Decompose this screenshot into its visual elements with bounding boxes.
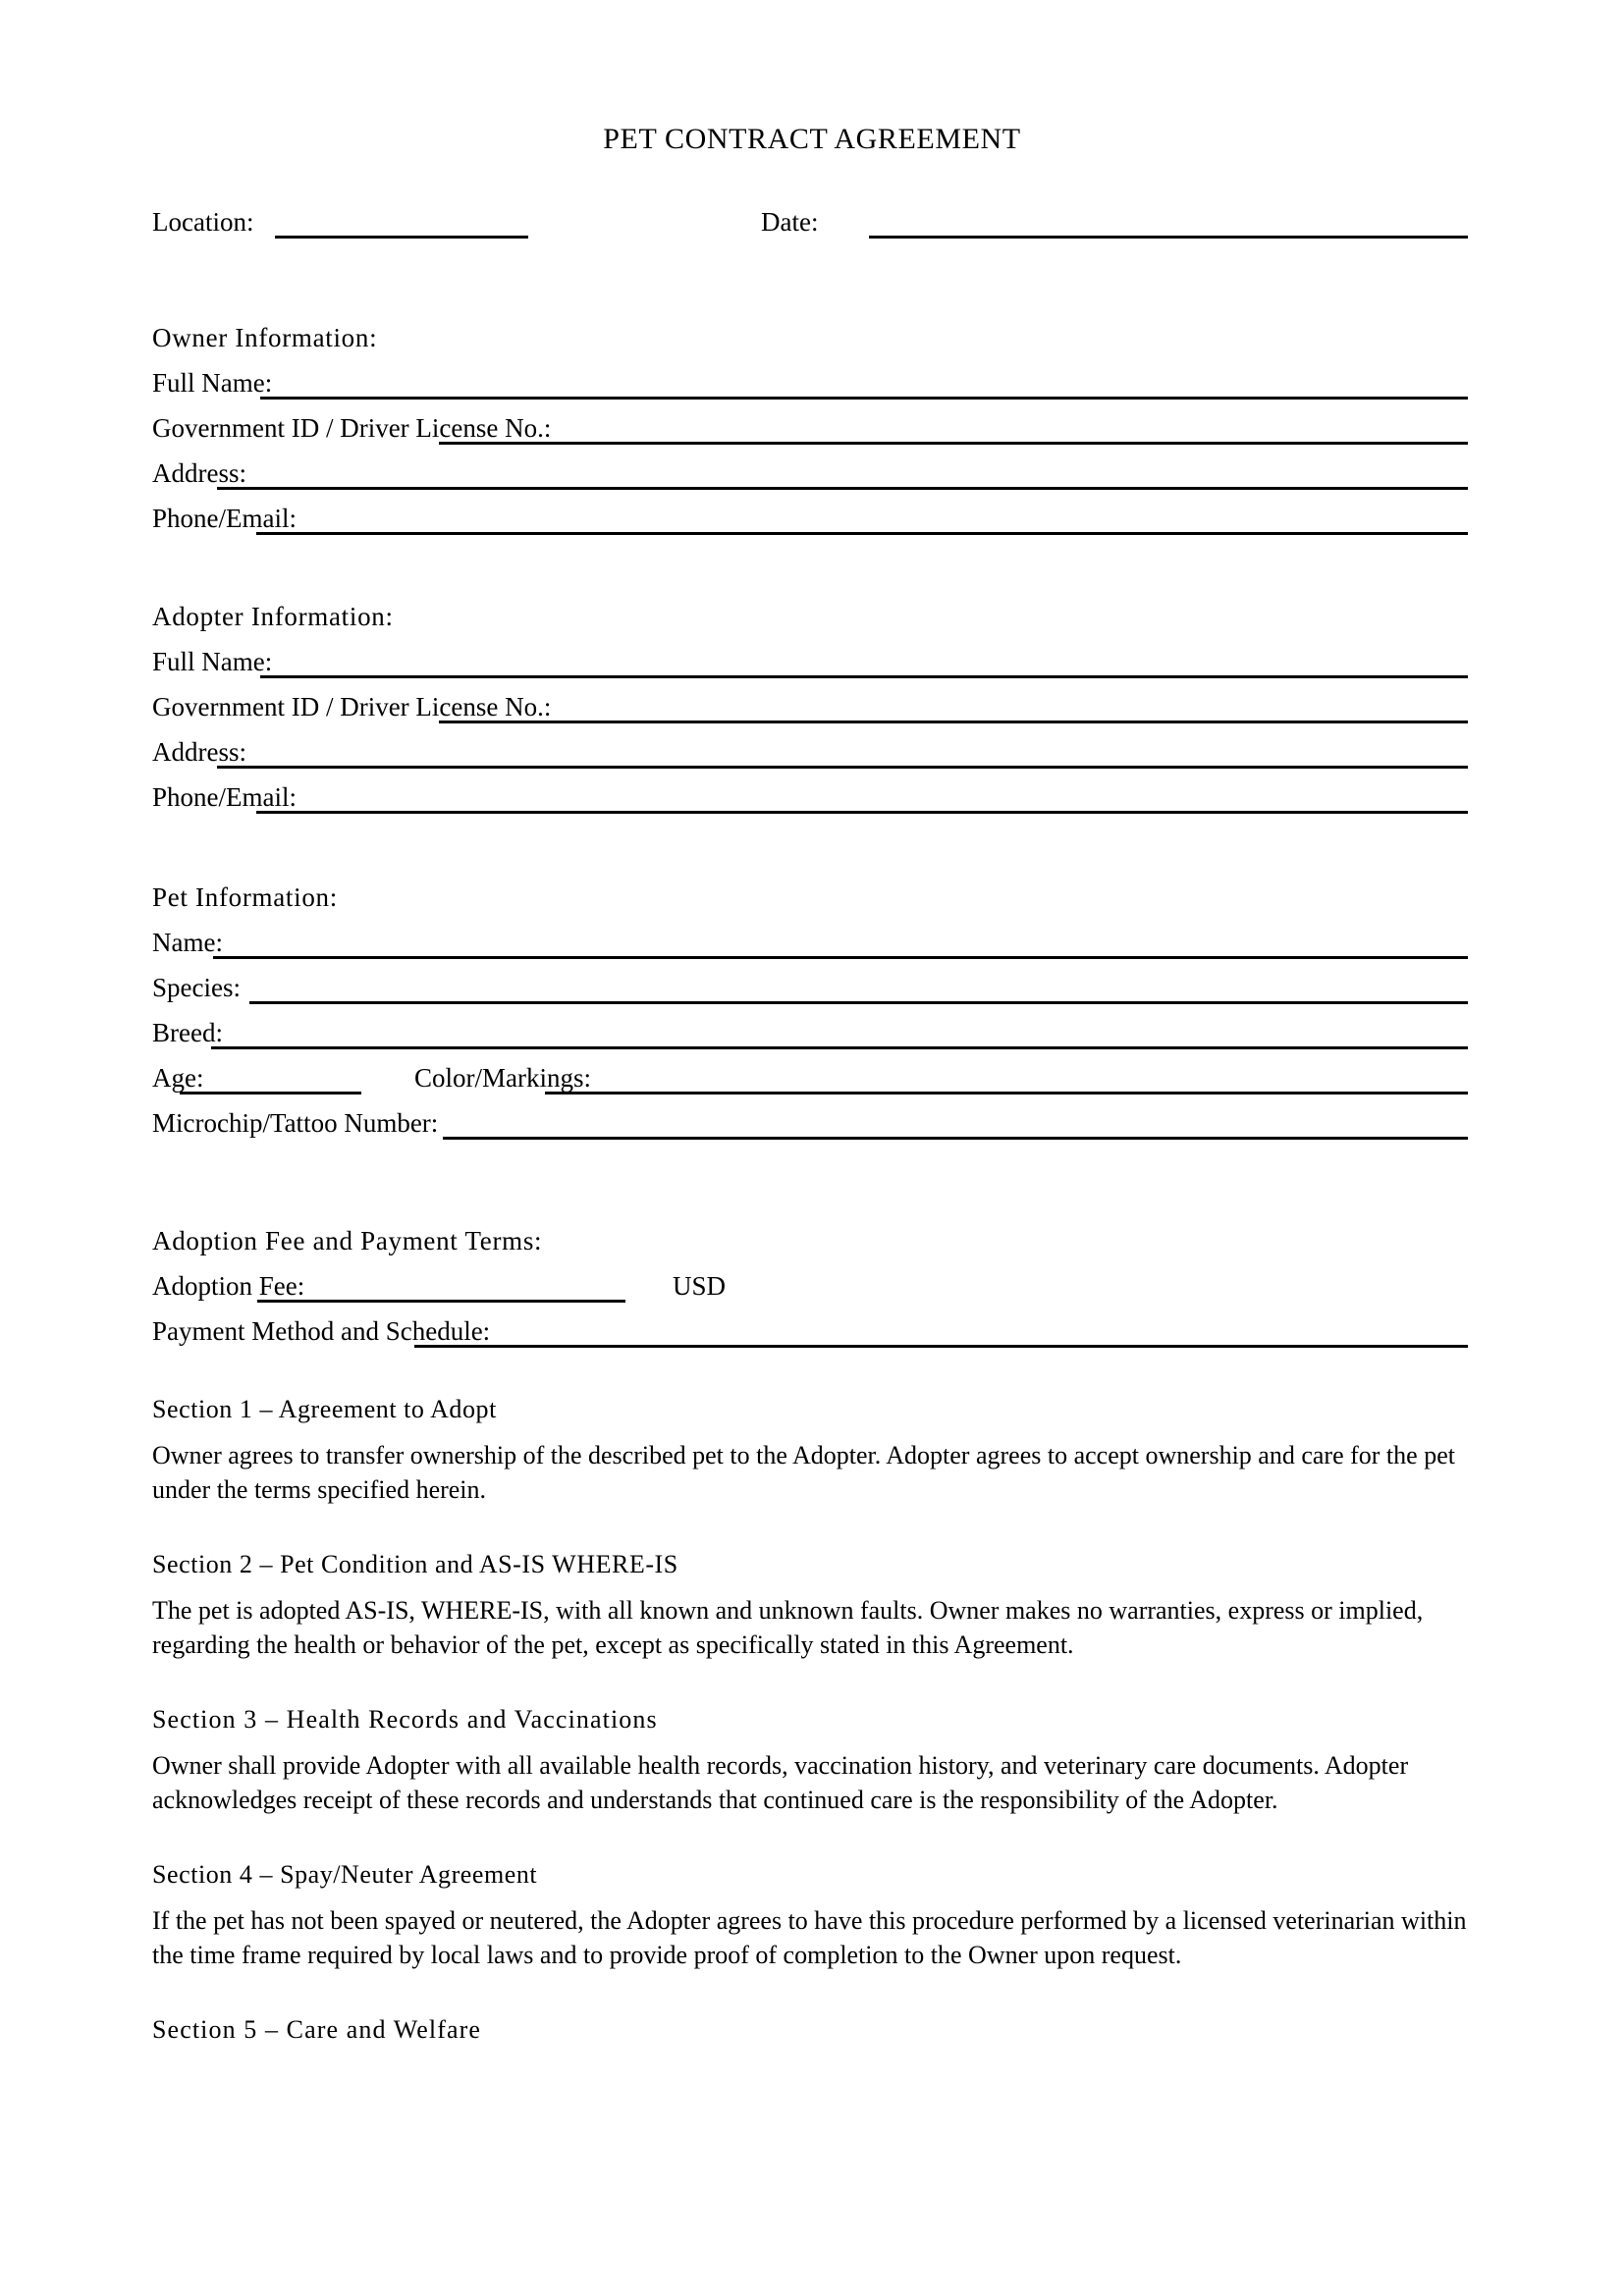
section-2-heading: Section 2 – Pet Condition and AS-IS WHERE-IS	[152, 1550, 678, 1578]
pet-breed-input-rule[interactable]	[211, 1046, 1468, 1049]
pet-microchip-label: Microchip/Tattoo Number:	[152, 1108, 439, 1138]
adoption-fee-row	[152, 1270, 1468, 1304]
date-input-rule[interactable]	[869, 236, 1468, 239]
adopter-section-heading	[152, 601, 1468, 634]
owner-address-row	[152, 457, 1468, 491]
pet-microchip-input-rule[interactable]	[443, 1137, 1468, 1140]
owner-address-label: Address:	[152, 458, 246, 488]
section-4-heading: Section 4 – Spay/Neuter Agreement	[152, 1860, 538, 1889]
section-4-body: If the pet has not been spayed or neutered, the Adopter agrees to have this procedure performed by a licensed veterinarian within the time frame required by local laws and to provide proof of completion to the Owner upon request.	[152, 1906, 1467, 1969]
payment-method-label: Payment Method and Schedule:	[152, 1316, 491, 1346]
adopter-address-label: Address:	[152, 737, 246, 767]
adopter-full-name-row	[152, 646, 1468, 679]
section-3-body: Owner shall provide Adopter with all available health records, vaccination history, and veterinary care documents. Adopter acknowledges receipt of these records and understands that continued care is the responsibility of the Adopter.	[152, 1751, 1409, 1814]
owner-full-name-input-rule[interactable]	[260, 397, 1468, 400]
adopter-gov-id-input-rule[interactable]	[439, 721, 1468, 723]
pet-section-heading	[152, 881, 1468, 915]
owner-section-heading	[152, 322, 1468, 355]
pet-species-input-rule[interactable]	[249, 1001, 1468, 1004]
owner-gov-id-row	[152, 412, 1468, 446]
pet-name-input-rule[interactable]	[213, 956, 1468, 959]
section-1-heading: Section 1 – Agreement to Adopt	[152, 1395, 497, 1423]
owner-full-name-row	[152, 367, 1468, 400]
section-2-body: The pet is adopted AS-IS, WHERE-IS, with all known and unknown faults. Owner makes no warranties, express or implied, regarding the health or behavior of the pet, except as specifically stated in this Agreement.	[152, 1596, 1424, 1659]
fee-heading-label: Adoption Fee and Payment Terms:	[152, 1226, 543, 1255]
pet-species-row	[152, 972, 1468, 1005]
adopter-address-input-rule[interactable]	[217, 766, 1468, 769]
pet-heading-label: Pet Information:	[152, 882, 338, 912]
adopter-full-name-label: Full Name:	[152, 647, 273, 676]
adopter-gov-id-label: Government ID / Driver License No.:	[152, 692, 552, 721]
owner-phone-email-label: Phone/Email:	[152, 504, 297, 533]
adopter-phone-email-label: Phone/Email:	[152, 782, 297, 812]
section-5-heading: Section 5 – Care and Welfare	[152, 2015, 482, 2044]
owner-heading-label: Owner Information:	[152, 323, 378, 352]
adoption-fee-input-rule[interactable]	[257, 1300, 625, 1303]
pet-age-label: Age:	[152, 1063, 204, 1093]
location-date-row	[152, 206, 1468, 240]
pet-breed-row	[152, 1017, 1468, 1050]
pet-species-label: Species:	[152, 973, 241, 1002]
owner-phone-email-row	[152, 503, 1468, 536]
location-label: Location:	[152, 207, 254, 237]
pet-microchip-row	[152, 1107, 1468, 1141]
pet-color-markings-label: Color/Markings:	[414, 1063, 591, 1093]
section-3-heading: Section 3 – Health Records and Vaccinations	[152, 1705, 658, 1734]
adopter-phone-email-row	[152, 781, 1468, 815]
payment-method-input-rule[interactable]	[414, 1345, 1468, 1348]
pet-name-label: Name:	[152, 928, 223, 957]
owner-gov-id-input-rule[interactable]	[439, 442, 1468, 445]
owner-full-name-label: Full Name:	[152, 368, 273, 398]
pet-breed-label: Breed:	[152, 1018, 223, 1047]
owner-phone-email-input-rule[interactable]	[256, 532, 1468, 535]
fee-section-heading	[152, 1225, 1468, 1258]
adopter-phone-email-input-rule[interactable]	[256, 811, 1468, 814]
section-1-body: Owner agrees to transfer ownership of the described pet to the Adopter. Adopter agrees to accept ownership and care for the pet under the terms specified herein.	[152, 1441, 1455, 1504]
adopter-address-row	[152, 736, 1468, 770]
pet-color-markings-input-rule[interactable]	[545, 1092, 1468, 1095]
page-title: PET CONTRACT AGREEMENT	[603, 123, 1021, 155]
owner-gov-id-label: Government ID / Driver License No.:	[152, 413, 552, 443]
payment-method-row	[152, 1315, 1468, 1349]
pet-age-input-rule[interactable]	[180, 1092, 361, 1095]
owner-address-input-rule[interactable]	[217, 487, 1468, 490]
adopter-gov-id-row	[152, 691, 1468, 724]
date-label: Date:	[761, 207, 819, 237]
adopter-full-name-input-rule[interactable]	[260, 675, 1468, 678]
adoption-fee-label: Adoption Fee:	[152, 1271, 305, 1301]
location-input-rule[interactable]	[275, 236, 528, 239]
adopter-heading-label: Adopter Information:	[152, 602, 394, 631]
currency-label: USD	[673, 1271, 727, 1301]
pet-name-row	[152, 927, 1468, 960]
pet-age-color-row	[152, 1062, 1468, 1095]
